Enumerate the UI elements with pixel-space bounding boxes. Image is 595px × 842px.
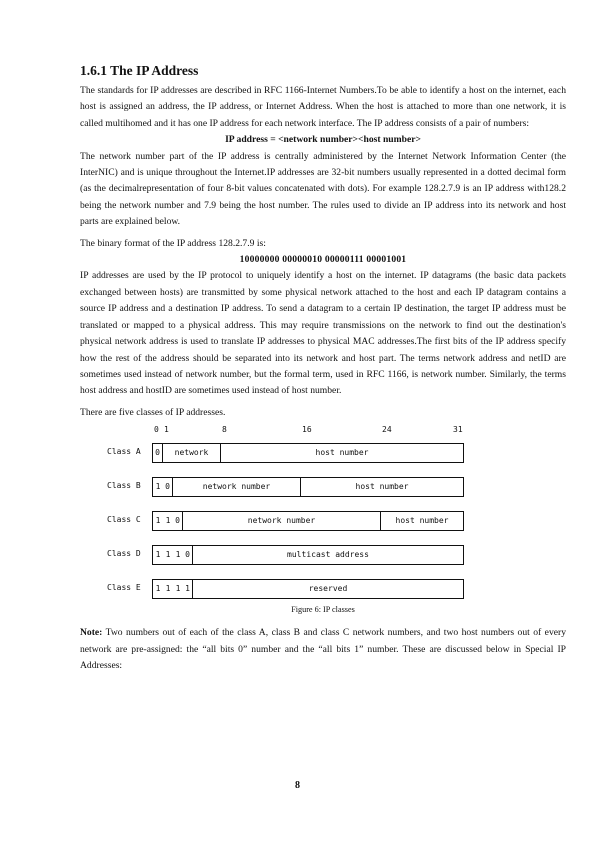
binary-address: 10000000 00000010 00000111 00001001: [239, 254, 407, 266]
bit-number-1: 1: [164, 425, 169, 435]
class-d-bit-1: 1: [165, 550, 171, 560]
paragraph-classes-intro: There are five classes of IP addresses.: [80, 406, 226, 418]
class-e-box: [152, 579, 464, 599]
paragraph-network-number: The network number part of the IP address is centrally administered by the Internet Network Information Center (the InterNIC) and is unique throughout the Internet.IP addresses are 32-bit numbers usually represented in a dotted decimal form (as the decimalrepresentation of four 8-bit values concatenated with dots). For example 128.2.7.9 is an IP address with128.2 being the network number and 7.9 being the host number. The rules used to divide an IP address into its network and host parts are explained below.: [80, 150, 566, 228]
class-d-multicast-address: multicast address: [287, 550, 369, 560]
class-c-row: [80, 511, 566, 531]
ip-classes-figure: [80, 425, 566, 625]
class-d-row: [80, 545, 566, 565]
class-c-label: Class C: [107, 515, 141, 525]
bit-number-24: 24: [382, 425, 392, 435]
class-a-label: Class A: [107, 447, 141, 457]
class-d-bit-0: 1: [155, 550, 161, 560]
bit-number-31: 31: [453, 425, 463, 435]
class-e-reserved: reserved: [308, 584, 348, 594]
class-b-row: [80, 477, 566, 497]
note-label: Note:: [80, 627, 103, 639]
class-a-row: [80, 443, 566, 463]
class-c-box: [152, 511, 464, 531]
class-c-bit-2: 0: [173, 512, 183, 530]
class-a-host-number: host number: [315, 448, 369, 458]
class-d-bit-2: 1: [175, 550, 181, 560]
page-content: [80, 62, 566, 674]
class-b-network-number: network number: [173, 478, 301, 496]
class-d-label: Class D: [107, 549, 141, 559]
class-d-box: [152, 545, 464, 565]
paragraph-intro: The standards for IP addresses are described in RFC 1166-Internet Numbers.To be able to identify a host on the internet, each host is assigned an address, the IP address, or Internet Address. When the host is attached to more than one network, it is called multihomed and it has one IP address for each network interface. The IP address consists of a pair of numbers:: [80, 85, 566, 129]
class-c-bit-0: 1: [155, 516, 161, 526]
class-b-label: Class B: [107, 481, 141, 491]
figure-caption: Figure 6: IP classes: [291, 605, 355, 615]
class-c-host-number: host number: [395, 516, 449, 526]
paragraph-note: [80, 625, 566, 674]
class-e-row: [80, 579, 566, 599]
class-e-bit-3: 1: [183, 580, 193, 598]
class-a-box: [152, 443, 464, 463]
paragraph-ip-usage: IP addresses are used by the IP protocol to uniquely identify a host on the internet. IP datagrams (the basic data packets exchanged between hosts) are transmitted by some physical network attached to the host and each IP datagram contains a source IP address and a destination IP address. To send a datagram to a certain IP destination, the target IP address must be translated or mapped to a physical address. This may require transmissions on the network to find out the destination's physical network address is used to translate IP addresses to physical MAC addresses.The first bits of the IP address specify how the rest of the address should be separated into its network and host part. The terms network address and netID are sometimes used instead of network number, but the formal term, used in RFC 1166, is network number. Similarly, the terms host address and hostID are sometimes used instead of host number.: [80, 270, 566, 397]
class-c-bit-1: 1: [165, 516, 171, 526]
note-text: Two numbers out of each of the class A, class B and class C network numbers, and two host numbers out of every network are pre-assigned: the “all bits 0” number and the “all bits 1” number. These are discussed below in Special IP Addresses:: [80, 627, 566, 671]
ip-address-formula: IP address = <network number><host number>: [225, 134, 421, 146]
bit-number-0: 0: [154, 425, 159, 435]
class-c-network-number: network number: [183, 512, 381, 530]
class-e-bit-1: 1: [165, 584, 171, 594]
class-d-bit-3: 0: [183, 546, 193, 564]
class-a-bit-0: 0: [153, 444, 163, 462]
section-title: 1.6.1 The IP Address: [80, 63, 199, 78]
class-a-network: network: [163, 444, 221, 462]
class-e-label: Class E: [107, 583, 141, 593]
class-e-bit-2: 1: [175, 584, 181, 594]
class-b-bit-0: 1: [155, 482, 161, 492]
class-b-box: [152, 477, 464, 497]
class-e-bit-0: 1: [155, 584, 161, 594]
paragraph-binary-format: The binary format of the IP address 128.2.7.9 is:: [80, 237, 266, 249]
class-b-host-number: host number: [355, 482, 409, 492]
bit-number-16: 16: [302, 425, 312, 435]
bit-number-8: 8: [222, 425, 227, 435]
class-b-bit-1: 0: [163, 478, 173, 496]
page-number: 8: [295, 780, 300, 791]
